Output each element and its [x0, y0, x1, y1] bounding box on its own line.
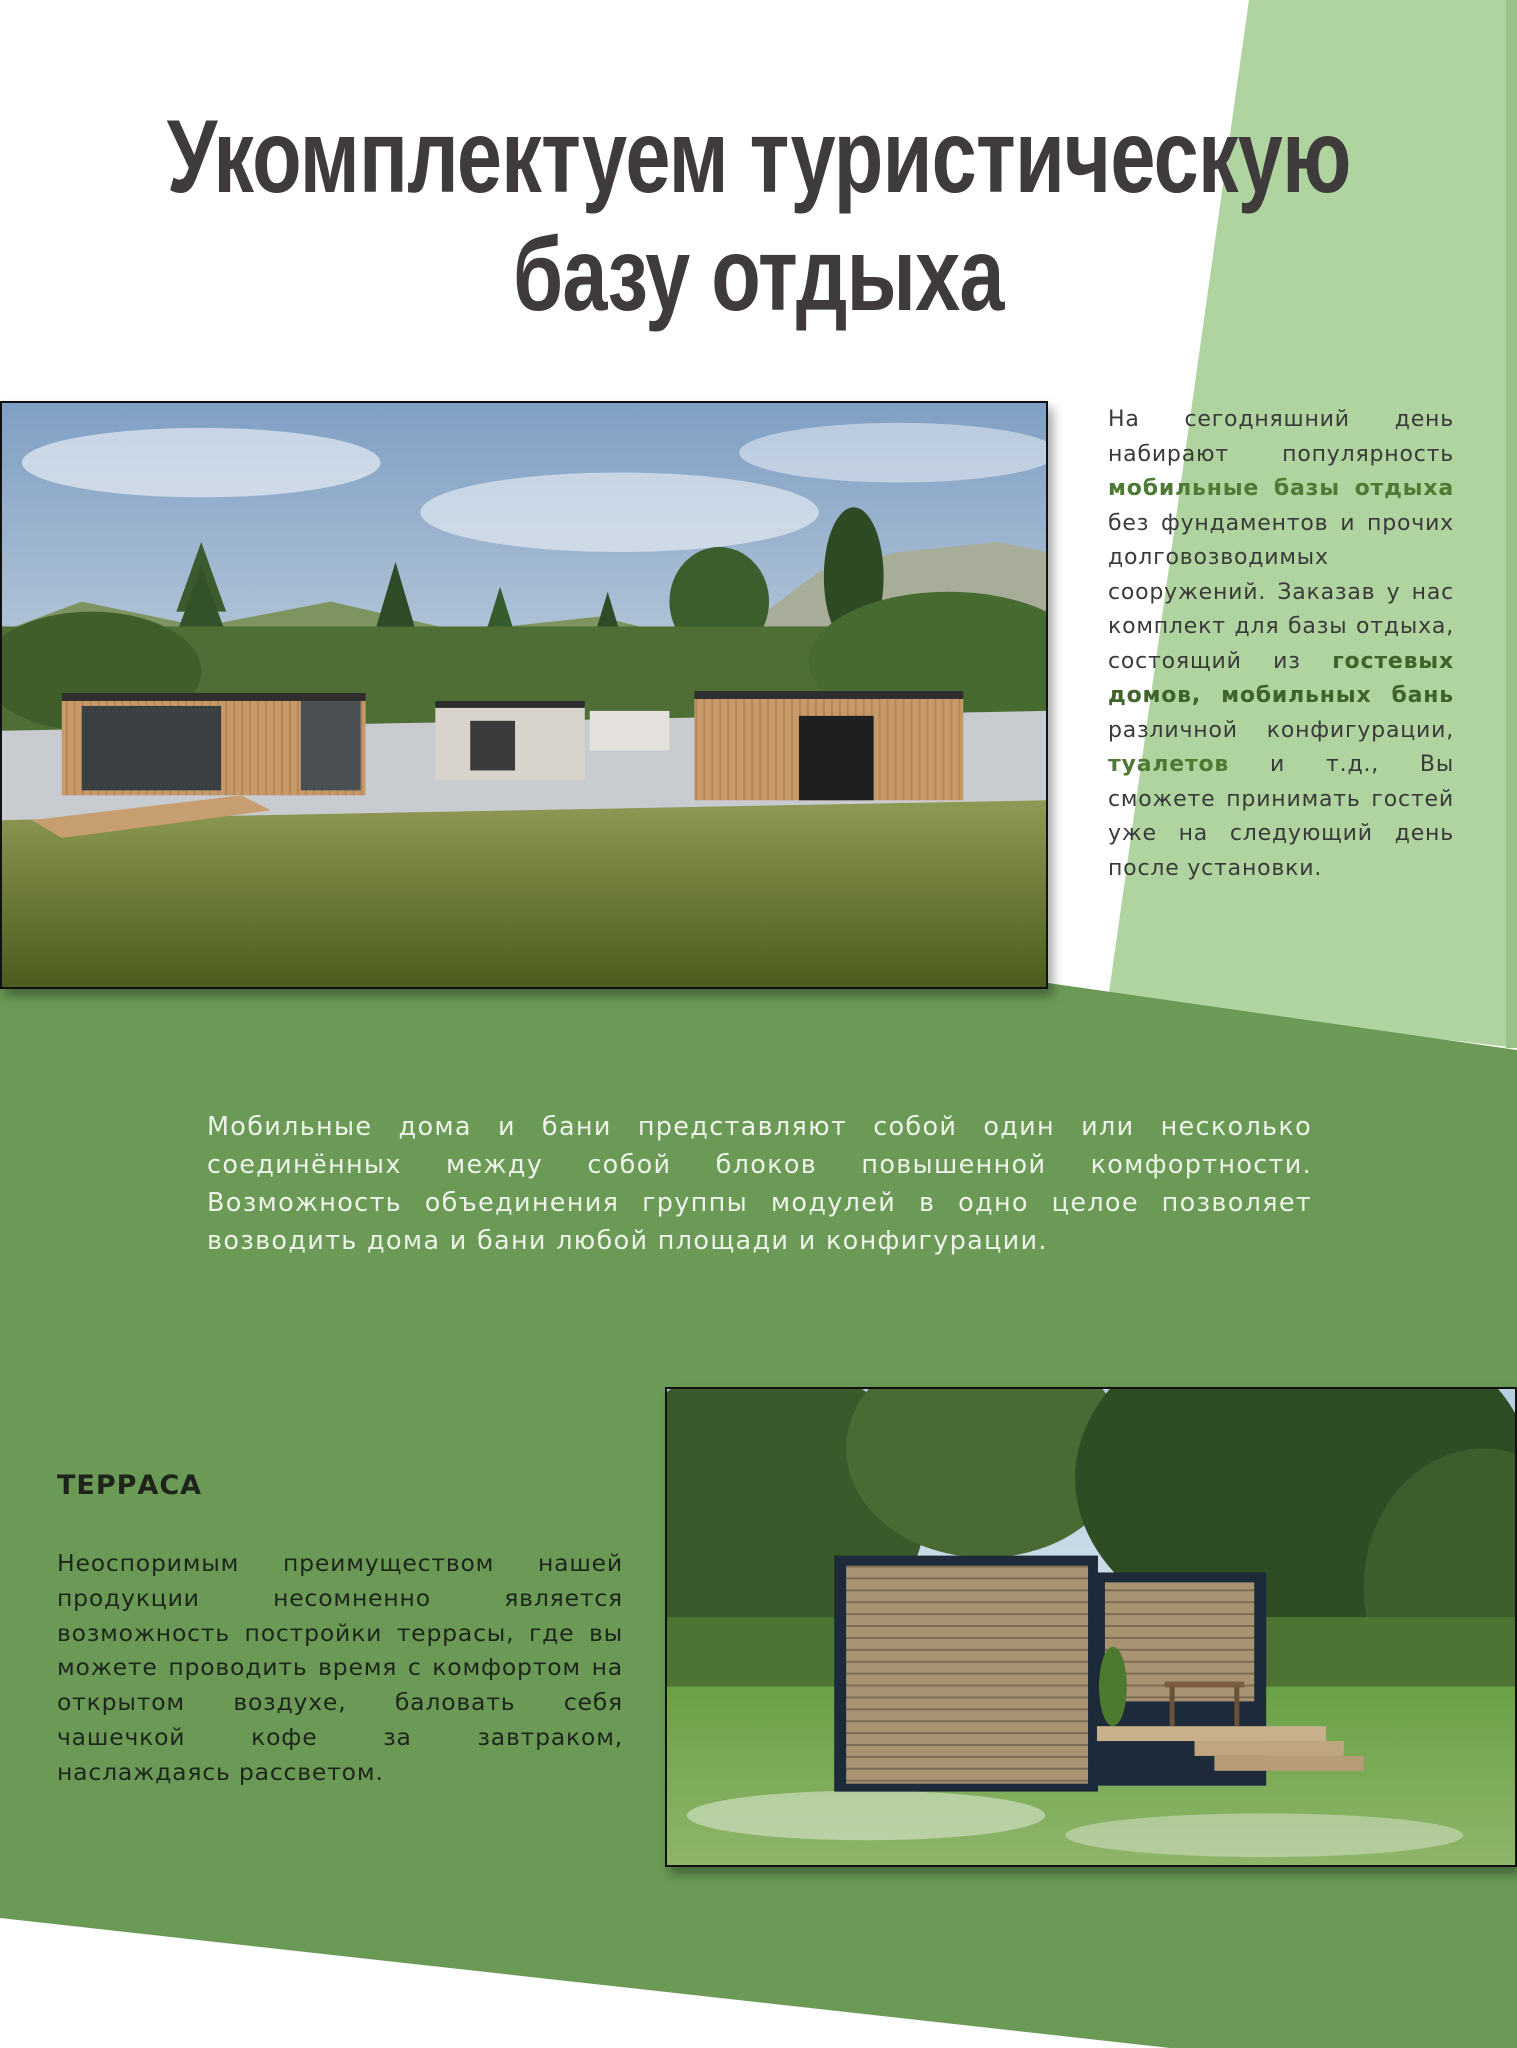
intro-highlight-mobile-bases: мобильные базы отдыха: [1108, 476, 1454, 501]
title-line-1: Укомплектуем туристическую: [166, 99, 1351, 215]
intro-text-4: и т.д., Вы сможете принимать гостей уже на следующий день после установки.: [1108, 752, 1454, 881]
photo-mobile-base-illustration: [2, 403, 1046, 987]
terrace-heading: ТЕРРАСА: [57, 1470, 203, 1501]
modules-description: Мобильные дома и бани представляют собой один или несколько соединённых между собой блоков повышенной комфортности. Возможность объединения группы модулей в одно целое позволяет возводить дома и бани любой площади и конфигурации.: [207, 1112, 1312, 1256]
intro-text-1: На сегодняшний день набирают популярность: [1108, 407, 1454, 467]
photo-mobile-base: [0, 401, 1048, 989]
terrace-paragraph: Неоспоримым преимуществом нашей продукции несомненно является возможность постройки террасы, где вы можете проводить время с комфортом на открытом воздухе, баловать себя чашечкой кофе за завтраком, наслаждаясь рассветом.: [57, 1549, 623, 1786]
intro-highlight-toilets: туалетов: [1108, 752, 1230, 777]
title-line-2: базу отдыха: [512, 217, 1004, 333]
photo-terrace: [665, 1387, 1517, 1867]
light-green-edge: [1506, 0, 1517, 1048]
intro-paragraph: [1108, 403, 1454, 886]
page-title: [167, 98, 1350, 334]
intro-highlight-guest-houses: гостевых домов, мобильных бань: [1108, 648, 1454, 708]
intro-text-3: различной конфигурации,: [1108, 717, 1454, 743]
photo-terrace-illustration: [667, 1389, 1515, 1865]
intro-text-2: без фундаментов и прочих долговозводимых сооружений. Заказав у нас комплект для базы отдыха, состоящий из: [1108, 510, 1454, 674]
